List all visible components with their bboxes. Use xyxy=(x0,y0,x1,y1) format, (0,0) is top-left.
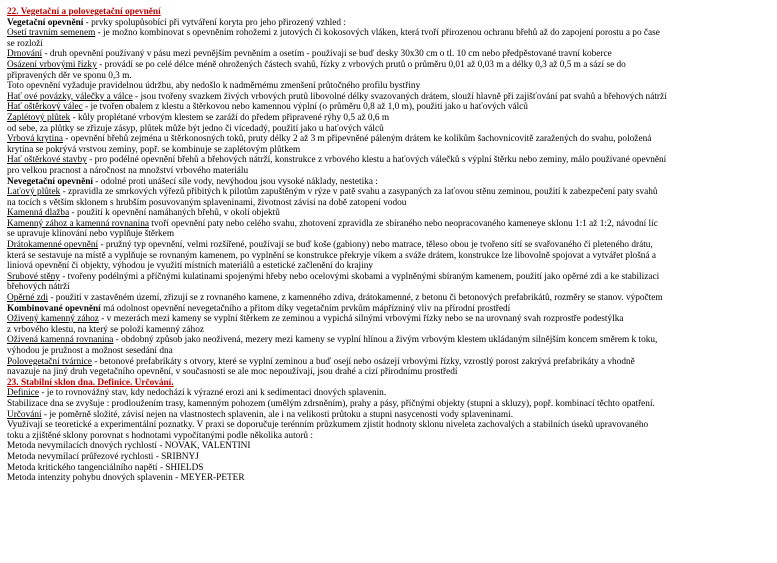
text-line xyxy=(7,81,771,92)
underlined-term: Určování xyxy=(7,409,42,420)
underlined-term: Polovegetační tvárnice xyxy=(7,356,92,367)
text-line xyxy=(7,240,771,251)
text-line xyxy=(7,357,771,368)
text-line xyxy=(7,346,771,357)
text-run: - odolné proti unášecí síle vody, nevýhodou jsou vysoké náklady, nestetika : xyxy=(92,176,378,187)
text-line xyxy=(7,452,771,463)
text-line xyxy=(7,60,771,71)
text-run: - je možno kombinovat s opevněním rohožemi z jutových či kokosových vláken, která tvoří přirozenou ochranu břehů až do zapojení porostu a po čase xyxy=(95,28,660,39)
text-run: od sebe, za plůtky se zřizuje zásyp, plůtek může být jedno či vícedadý, použití jako u haťových válců xyxy=(7,123,384,134)
bold-term: Kombinované opevnění xyxy=(7,303,101,314)
text-line xyxy=(7,28,771,39)
text-line xyxy=(7,293,771,304)
text-run: výhodou je pružnost a možnost sesedání dna xyxy=(7,346,173,356)
text-line xyxy=(7,113,771,124)
section-heading: 23. Stabilní sklon dna. Definice. Určování. xyxy=(7,377,174,388)
text-run: - je to rovnovážný stav, kdy nedochází k výrazné erozi ani k sedimentaci dnových splavenin. xyxy=(39,388,387,399)
text-line xyxy=(7,155,771,166)
underlined-term: Vrbová krytina xyxy=(7,134,63,145)
text-line xyxy=(7,49,771,60)
text-run: - je tvořen obalem z klestu a štěrkovou nebo kamennou výplní (o průměru 0,8 až 1,0 m), použití jako u haťových válců xyxy=(82,102,528,113)
underlined-term: Drnování xyxy=(7,49,43,60)
text-line xyxy=(7,399,771,410)
text-line xyxy=(7,71,771,82)
text-line xyxy=(7,187,771,198)
text-run: liniová opevnění či objekty, výhodou je využití místních materiálů a estetické začlenění do krajiny xyxy=(7,261,373,272)
text-run: - zpravidla ze smrkových výřezů přibitých k pilotům zapuštěným v rýze v patě svahu a zasypaných za laťovou stěnu zeminou, použití k zabezpečení paty svahů xyxy=(60,187,658,198)
text-line xyxy=(7,420,771,431)
text-line xyxy=(7,335,771,346)
text-run: - jsou tvořeny svazkem živých vrbových prutů libovolné délky svazovaných drátem, slouží hlavně při zajišťování pat svahů a břehových nátrží xyxy=(132,91,667,102)
text-line xyxy=(7,145,771,156)
text-line xyxy=(7,325,771,336)
underlined-term: Hať oštěrkový válec xyxy=(7,102,83,113)
underlined-term: Osázení vrbovými řízky xyxy=(7,59,97,70)
text-run: - použití k opevnění namáhaných břehů, v okolí objektů xyxy=(69,208,280,219)
text-line xyxy=(7,134,771,145)
text-run: Metoda nevymílací průřezové rychlosti - SRIBNYJ xyxy=(7,451,199,462)
text-line xyxy=(7,378,771,389)
text-line xyxy=(7,124,771,135)
underlined-term: Osetí travním semenem xyxy=(7,28,96,39)
underlined-term: Oživený kamenný zához xyxy=(7,314,99,325)
underlined-term: Opěrné zdi xyxy=(7,293,49,304)
text-run: - obdobný způsob jako neoživená, mezery mezi kameny se vyplní hlínou a živým vrbovým klestem ukládaným silnějším koncem směrem k toku, xyxy=(113,335,658,346)
text-line xyxy=(7,261,771,272)
underlined-term: Kamenná dlažba xyxy=(7,208,70,219)
text-run: připravených děr ve sponu 0,3 m. xyxy=(7,70,132,81)
text-line xyxy=(7,92,771,103)
text-run: břehových nátrží xyxy=(7,282,70,293)
underlined-term: Srubové stěny xyxy=(7,271,60,282)
underlined-term: Zaplétový plůtek xyxy=(7,112,71,123)
text-run: - betonové prefabrikáty s otvory, které se vyplní zeminou a buď osejí nebo osázejí vrbovými řízky, vzrostlý porost zakrývá prefabrikáty a vhodně xyxy=(91,356,635,367)
text-line xyxy=(7,7,771,18)
underlined-term: Drátokamenné opevnění xyxy=(7,240,99,251)
text-line xyxy=(7,410,771,421)
text-run: tvoří opevnění paty nebo celého svahu, zhotovení zpravidla ze sbíraného nebo neopracovaného kameneye sklonu 1:1 až 1:2, návodní líc xyxy=(148,218,658,229)
text-run: - v mezerách mezi kameny se vyplní štěrkem ze zeminou a vypichá silnými vrbovými řízky nebo se na urovnaný svah rozprostře podestýlka xyxy=(98,314,624,325)
text-line xyxy=(7,314,771,325)
bold-term: Nevegetační opevnění xyxy=(7,176,93,187)
text-run: Využívají se teoretické a experimentální poznatky. V praxi se doporučuje terénním průzkumem zjistit hodnoty sklonu niveleta zachovalých a stabilních úseků upravovaného xyxy=(7,420,649,431)
text-run: se rozloží xyxy=(7,38,43,49)
underlined-term: Laťový plůtek xyxy=(7,187,61,198)
text-line xyxy=(7,388,771,399)
text-run: - pružný typ opevnění, velmi rozšířené, používají se buď koše (gabiony) nebo matrace, těleso obou je tvořeno sítí se svařovaného či pleteného drátu, xyxy=(98,240,653,251)
underlined-term: Oživená kamenná rovnanina xyxy=(7,335,114,346)
text-line xyxy=(7,463,771,474)
text-line xyxy=(7,272,771,283)
text-run: Metoda intenzity pohybu dnových splavenin - MEYER-PETER xyxy=(7,473,245,484)
text-line xyxy=(7,166,771,177)
text-line xyxy=(7,102,771,113)
text-run: Stabilizace dna se zvyšuje : prodloužením trasy, kamenným pohozem (umělým zdrsněním), prahy a pásy, příčnými objekty (stupni a skluzy), popř. kombinací těchto opatření. xyxy=(7,398,655,409)
text-run: - opevnění břehů zejména u štěrkonosných toků, pruty délky 2 až 3 m připevněné páleným drátem ke kolíkům šachovnicovitě zaražených do svahu, položená xyxy=(62,134,652,145)
text-run: Metoda kritického tangenciálního napětí - SHIELDS xyxy=(7,462,204,473)
text-run: krytina se pokrývá vrstvou zeminy, popř. se kombinuje se zaplétovým plůtkem xyxy=(7,144,301,155)
text-run: - prvky spolupůsobící při vytváření koryta pro jeho přirozený vzhled : xyxy=(83,17,346,28)
underlined-term: Definice xyxy=(7,388,40,399)
document-body xyxy=(7,7,771,484)
text-run: se upravuje klínování nebo vyplňuje štěrkem xyxy=(7,229,175,240)
text-run: - kůly proplétané vrbovým klestem se zaráží do předem připravené rýhy 0,5 až 0,6 m xyxy=(70,112,390,123)
text-line xyxy=(7,473,771,484)
text-line xyxy=(7,251,771,262)
text-line xyxy=(7,18,771,29)
text-run: má odolnost opevnění nevegetačního a přitom díky vegetačním prvkům mápřízniný vliv na přírodní prostředí xyxy=(100,303,511,314)
text-line xyxy=(7,177,771,188)
underlined-term: Hať ové povázky, válečky a válce xyxy=(7,91,133,102)
underlined-term: Kamenný zához a kamenná rovnanina xyxy=(7,218,149,229)
text-run: toku a zjištěné sklony porovnat s hodnotami vypočítanými podle několika autorů : xyxy=(7,430,313,441)
section-heading: 22. Vegetační a polovegetační opevnění xyxy=(7,7,161,17)
text-line xyxy=(7,431,771,442)
text-line xyxy=(7,441,771,452)
text-run: na tocích s větším sklonem s hrubším posuvovaným splaveninami, životnost závisí na době zatopení vodou xyxy=(7,197,407,208)
text-line xyxy=(7,367,771,378)
text-run: - pro podélné opevnění břehů a břehových nátrží, konstrukce z vrbového klestu a haťových válečků s výplní štěrku nebo zeminy, málo používané opevnění xyxy=(86,155,667,166)
text-line xyxy=(7,229,771,240)
bold-term: Vegetační opevnění xyxy=(7,17,84,28)
text-line xyxy=(7,198,771,209)
text-run: - druh opevnění používaný v pásu mezi pevnějším pevněním a osetím - používají se buď desky 30x30 cm o tl. 10 cm nebo předpěstované travní koberce xyxy=(42,49,612,60)
text-line xyxy=(7,39,771,50)
underlined-term: Hať oštěrkové stavby xyxy=(7,155,87,166)
text-line xyxy=(7,282,771,293)
text-run: pro velkou pracnost a náročnost na množství vrbového materiálu xyxy=(7,165,249,176)
text-line xyxy=(7,208,771,219)
text-run: navazuje na jiný druh vegetačního opevnění, v současnosti se ale moc nepoužívají, jsou drahé a cizí přírodnímu prostředí xyxy=(7,367,458,378)
text-run: z vrbového klestu, na který se položí kamenný zához xyxy=(7,324,204,335)
text-run: Metoda nevymílacích dnových rychlostí - NOVAK, VALENTINI xyxy=(7,441,251,452)
text-run: která se sestavuje na místě a vyplňuje se rovnaným kamenem, po vyplnění se konstrukce překryje víkem a sváže drátem, konstrukce lze libovolně spojovat a vytvářet plošná a xyxy=(7,250,657,261)
text-run: - použití v zastavěném území, zřizují se z rovnaného kamene, z kamenného zdiva, drátokamenné, z betonu či betonových prefabrikátů, rozměry se stanov. výpočtem xyxy=(48,293,663,304)
text-run: Toto opevnění vyžaduje pravidelnou údržbu, aby nedošlo k nadměrnému zmenšení průtočného profilu bystřiny xyxy=(7,81,421,92)
text-run: - provádí se po celé délce méně ohrožených částech svahů, řízky z vrbových prutů o průměru 0,01 až 0,03 m a délky 0,3 až 0,5 m a sází se do xyxy=(96,59,626,70)
text-line xyxy=(7,304,771,315)
text-line xyxy=(7,219,771,230)
text-run: - tvořeny podélnými a příčnými kulatinami spojenými hřeby nebo ocelovými skobami a vyplněnými sbíraným kamenem, použití jako opěrné zdi a ke stabilizaci xyxy=(59,271,660,282)
text-run: - je poměrně složité, závisí nejen na vlastnostech splavenin, ale i na velikosti průtoku a stupni nasycenosti vody splaveninami. xyxy=(41,409,514,420)
